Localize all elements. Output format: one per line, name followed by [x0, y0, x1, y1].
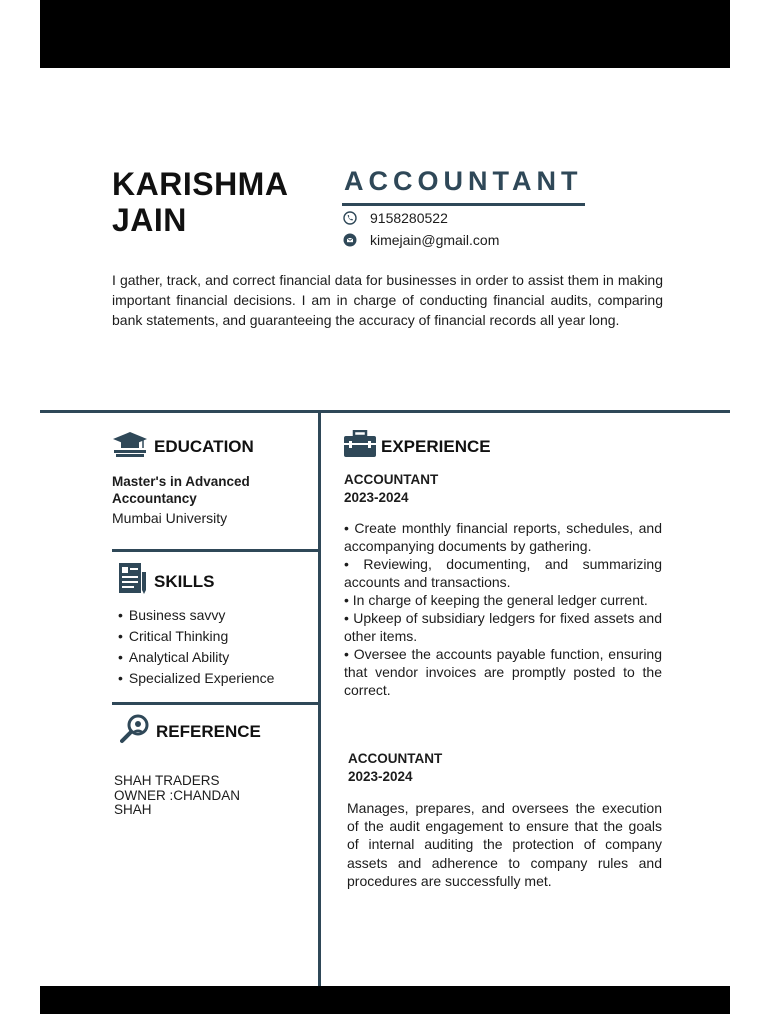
phone-number: 9158280522 [370, 210, 448, 226]
reference-company: SHAH TRADERS [114, 773, 220, 788]
job-2-years: 2023-2024 [348, 769, 413, 784]
job-duty-item: • Oversee the accounts payable function, ensuring that vendor invoices are promptly posted to the correct. [344, 645, 662, 699]
job-1-duties [344, 519, 662, 699]
email-contact[interactable] [343, 232, 499, 248]
reference-details [114, 774, 294, 818]
magnifier-icon [120, 714, 150, 749]
job-1-title: ACCOUNTANT [344, 472, 439, 487]
job-duty-item: • Upkeep of subsidiary ledgers for fixed assets and other items. [344, 609, 662, 645]
top-black-bar [40, 0, 730, 68]
skills-title: SKILLS [154, 571, 215, 591]
profile-summary: I gather, track, and correct financial data for businesses in order to assist them in making important financial decisions. I am in charge of conducting financial audits, comparing bank statements, and guaranteeing the accuracy of financial records all year long. [112, 272, 663, 328]
role-underline [342, 203, 585, 206]
reference-header [120, 714, 261, 749]
graduation-cap-icon [112, 430, 148, 463]
section-divider-main [40, 410, 730, 413]
job-2-title: ACCOUNTANT [348, 751, 443, 766]
reference-title: REFERENCE [156, 721, 261, 741]
skill-item: • Analytical Ability [118, 647, 274, 668]
reference-owner-surname: SHAH [114, 802, 152, 817]
email-address: kimejain@gmail.com [370, 232, 500, 248]
phone-icon [343, 211, 357, 225]
phone-contact[interactable] [343, 210, 448, 226]
skill-item: • Critical Thinking [118, 626, 274, 647]
education-header [112, 430, 254, 463]
job-2-description: Manages, prepares, and oversees the execution of the audit engagement to ensure that the goals of internal auditing the protection of company assets and adherence to company rules and procedures are successfully met. [347, 800, 662, 889]
job-1-years: 2023-2024 [344, 490, 409, 505]
briefcase-icon [343, 430, 377, 463]
education-school: Mumbai University [112, 510, 228, 526]
job-2-heading [348, 750, 442, 786]
column-divider [318, 412, 321, 986]
divider-education-skills [112, 549, 319, 552]
experience-title: EXPERIENCE [381, 436, 491, 456]
skills-document-icon [118, 562, 148, 601]
job-duty-item: • Reviewing, documenting, and summarizing accounts and transactions. [344, 555, 662, 591]
job-duty-item: • In charge of keeping the general ledger current. [344, 591, 662, 609]
skills-header [118, 562, 214, 601]
education-degree: Master's in Advanced Accountancy [112, 474, 250, 506]
skill-item: • Business savvy [118, 605, 274, 626]
job-role-title: ACCOUNTANT [344, 166, 583, 196]
bottom-black-bar [40, 986, 730, 1014]
skill-item: • Specialized Experience [118, 668, 274, 689]
first-name: KARISHMA [112, 166, 289, 202]
skills-list [118, 605, 274, 689]
candidate-name [112, 166, 288, 238]
experience-header [343, 430, 491, 463]
mail-icon [343, 233, 357, 247]
job-duty-item: • Create monthly financial reports, schedules, and accompanying documents by gathering. [344, 519, 662, 555]
last-name: JAIN [112, 202, 187, 238]
divider-skills-reference [112, 702, 319, 705]
job-1-heading [344, 471, 438, 507]
reference-owner: OWNER :CHANDAN [114, 787, 241, 803]
education-title: EDUCATION [154, 436, 254, 456]
